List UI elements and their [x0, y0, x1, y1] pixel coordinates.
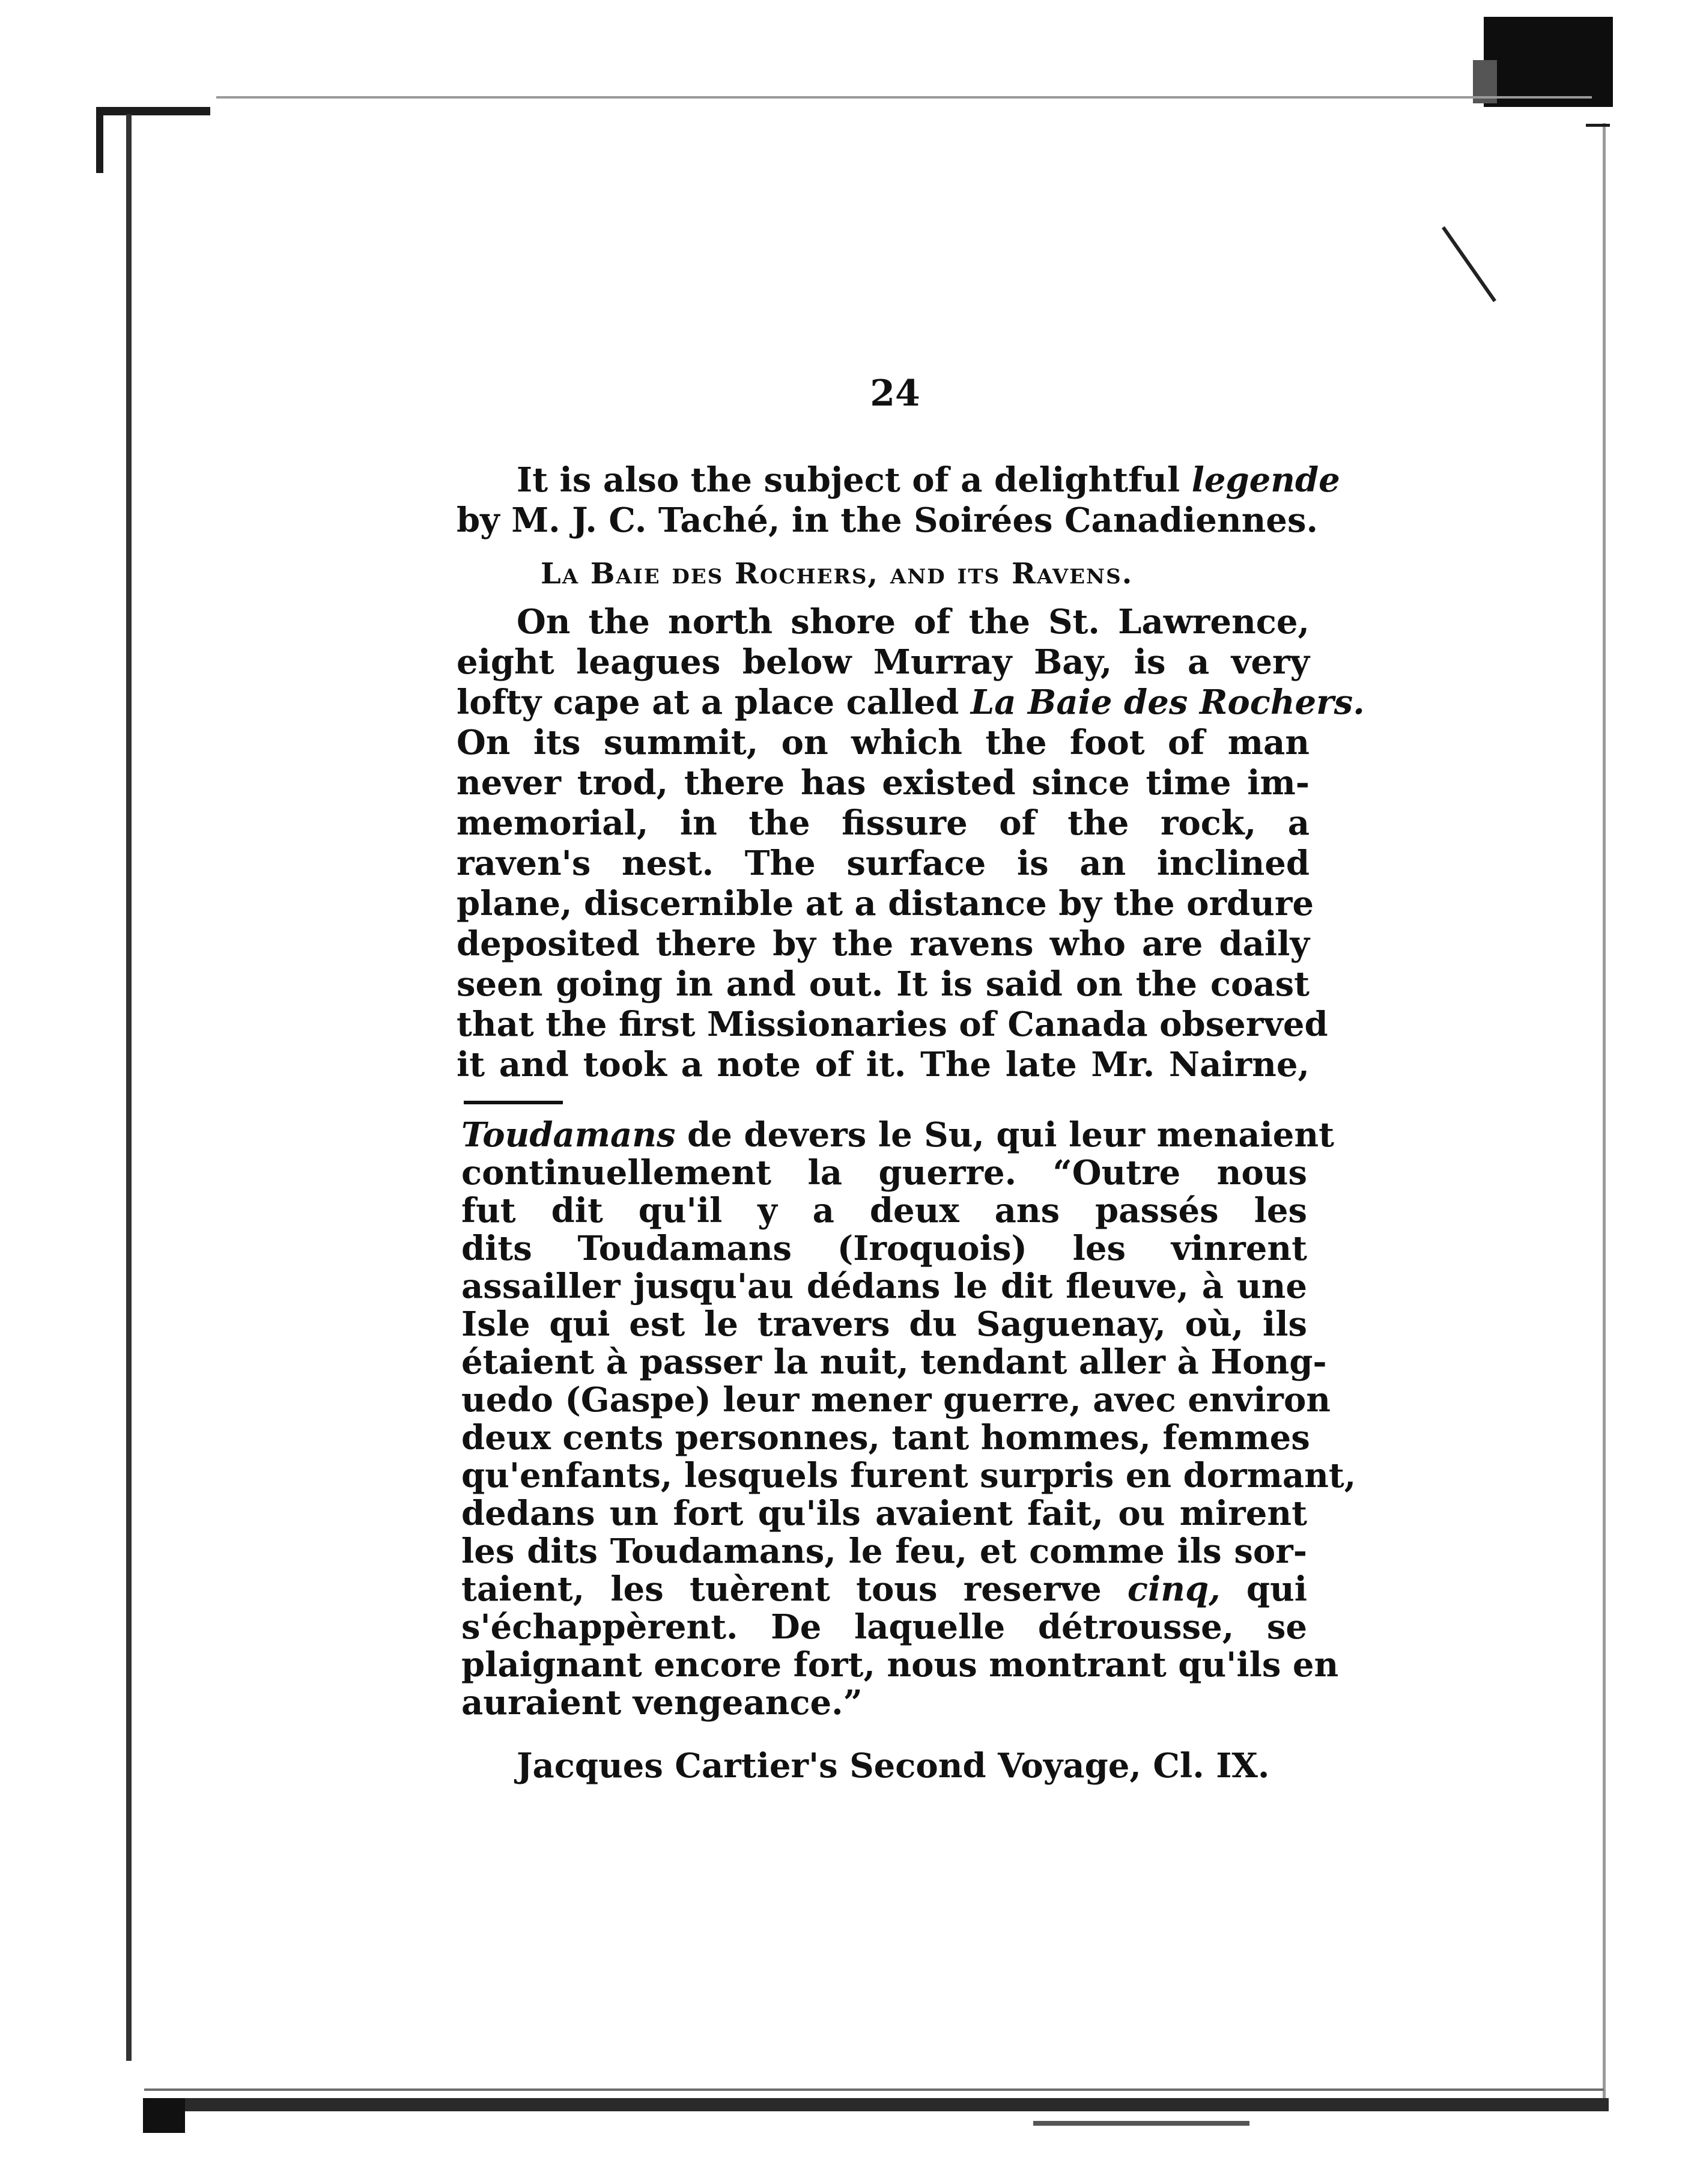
- scan-stray-mark: [1442, 227, 1496, 302]
- body-line: never trod, there has existed since time im-: [457, 763, 1310, 803]
- footnote-source: Jacques Cartier's Second Voyage, Cl. IX.: [517, 1746, 1270, 1786]
- footnote-line: assailler jusqu'au dédans le dit fleuve, à une: [461, 1267, 1307, 1306]
- body-line: raven's nest. The surface is an inclined: [457, 844, 1310, 883]
- scan-right-edge: [1603, 123, 1606, 2106]
- body-line: deposited there by the ravens who are daily: [457, 924, 1310, 964]
- body-line: eight leagues below Murray Bay, is a very: [457, 642, 1310, 682]
- scan-left-edge: [126, 114, 132, 2061]
- footnote-line: auraient vengeance.”: [461, 1683, 863, 1723]
- page-number: 24: [870, 373, 920, 415]
- section-heading: [541, 554, 1249, 594]
- intro-line-2: by M. J. C. Taché, in the Soirées Canadiennes.: [457, 500, 1318, 540]
- footnote-line: fut dit qu'il y a deux ans passés les: [461, 1191, 1307, 1230]
- footnote-line: deux cents personnes, tant hommes, femmes: [461, 1418, 1310, 1458]
- intro-line-1: It is also the subject of a delightful legende: [517, 460, 1340, 500]
- scan-bottom-bar: [143, 2098, 1609, 2111]
- scan-bottom-left-mark: [143, 2098, 185, 2133]
- footnote-line: Isle qui est le travers du Saguenay, où, ils: [461, 1304, 1307, 1344]
- body-line: On the north shore of the St. Lawrence,: [517, 602, 1310, 642]
- scan-top-edge: [216, 96, 1592, 99]
- footnote-line: étaient à passer la nuit, tendant aller à Hong-: [461, 1342, 1327, 1382]
- body-line: memorial, in the fissure of the rock, a: [457, 803, 1310, 843]
- body-line: seen going in and out. It is said on the coast: [457, 964, 1310, 1004]
- footnote-line: dedans un fort qu'ils avaient fait, ou mirent: [461, 1494, 1307, 1533]
- footnote-line: dits Toudamans (Iroquois) les vinrent: [461, 1229, 1307, 1268]
- footnote-line: les dits Toudamans, le feu, et comme ils sor-: [461, 1532, 1307, 1571]
- scan-corner-mark: [1484, 17, 1613, 107]
- body-paragraph: [457, 602, 1365, 1085]
- body-line: it and took a note of it. The late Mr. Nairne,: [457, 1045, 1310, 1084]
- footnote-line: s'échappèrent. De laquelle détrousse, se: [461, 1607, 1307, 1647]
- scan-right-corner: [1586, 124, 1610, 127]
- footnote-line: Toudamans de devers le Su, qui leur menaient: [461, 1115, 1334, 1155]
- body-line: lofty cape at a place called La Baie des Rochers.: [457, 683, 1365, 722]
- footnote-line: taient, les tuèrent tous reserve cinq, qui: [461, 1569, 1307, 1609]
- body-line: plane, discernible at a distance by the ordure: [457, 884, 1314, 923]
- scan-left-corner: [96, 107, 210, 115]
- footnote-line: continuellement la guerre. “Outre nous: [461, 1153, 1307, 1193]
- intro-paragraph: [457, 460, 1340, 541]
- scan-left-corner-vertical: [96, 107, 103, 173]
- footnote-rule: [464, 1101, 563, 1104]
- footnote-line: qu'enfants, lesquels furent surpris en dormant,: [461, 1456, 1356, 1495]
- body-line: On its summit, on which the foot of man: [457, 723, 1310, 762]
- footnote-line: plaignant encore fort, nous montrant qu'ils en: [461, 1645, 1339, 1685]
- scan-bottom-edge: [144, 2088, 1604, 2091]
- heading-text: La Baie des Rochers, and its Ravens.: [541, 557, 1134, 591]
- scan-bottom-tab: [1033, 2121, 1249, 2126]
- footnote-line: uedo (Gaspe) leur mener guerre, avec environ: [461, 1380, 1331, 1420]
- footnote: [461, 1115, 1356, 1723]
- body-line: that the first Missionaries of Canada observed: [457, 1005, 1328, 1044]
